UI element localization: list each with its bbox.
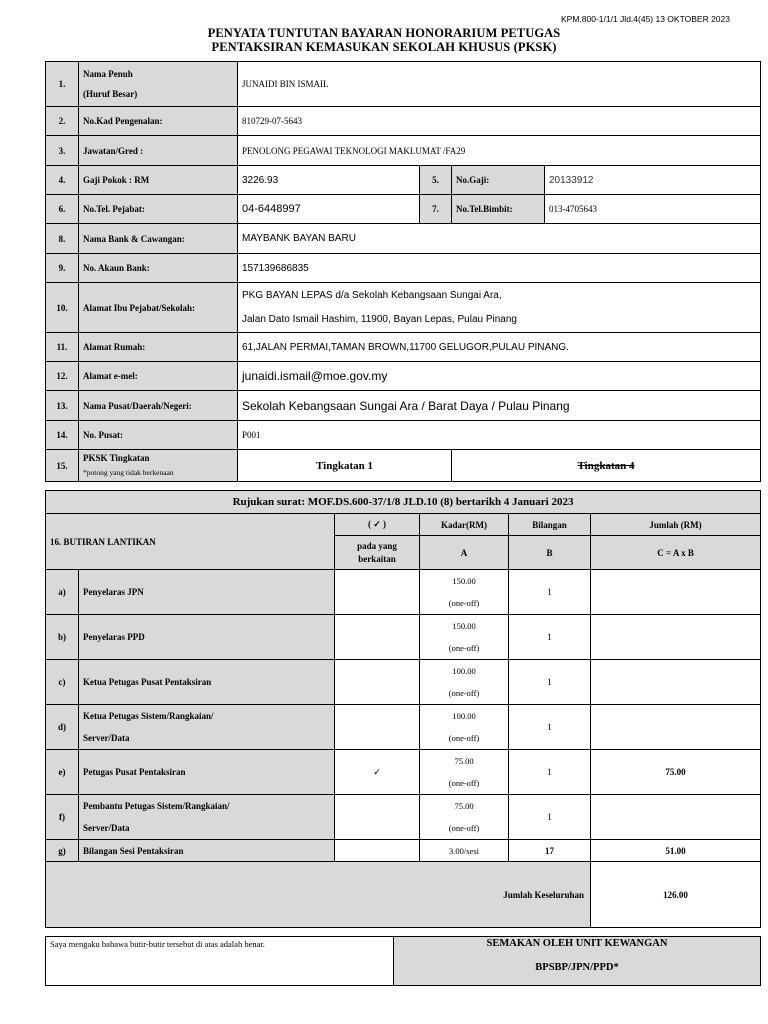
desc-line: Server/Data [83,823,130,833]
claim-total [591,660,761,705]
document-subtitle: PENTAKSIRAN KEMASUKAN SEKOLAH KHUSUS (PKSK) [211,40,557,54]
claim-row [46,570,761,615]
section-title: 16. BUTIRAN LANTIKAN [46,514,335,570]
rate-note: (one-off) [448,643,480,653]
claim-row [46,795,761,840]
appointment-claims-table [45,490,761,928]
claim-rate [420,750,509,795]
claim-letter: f) [46,795,79,840]
verification-title: SEMAKAN OLEH UNIT KEWANGAN [486,938,668,949]
salary-number-value: 20133912 [545,166,761,195]
field-label-office-address: Alamat Ibu Pejabat/Sekolah: [79,283,238,333]
grand-total-label: Jumlah Keseluruhan [46,862,591,928]
field-label-mobile: No.Tel.Bimbit: [452,195,545,224]
col-check-header: ( ✓ ) [335,514,420,536]
desc-line: Server/Data [83,733,130,743]
claim-letter: g) [46,840,79,862]
claim-check-cell[interactable] [335,840,420,862]
row-number: 15. [46,450,79,482]
claim-letter: d) [46,705,79,750]
field-label-form [79,450,238,482]
col-check-subheader: pada yang berkaitan [335,536,420,570]
field-label-name [79,62,238,107]
claim-total [591,615,761,660]
ic-number-value: 810729-07-5643 [238,107,761,136]
declaration-text: Saya mengaku bahawa butir-butir tersebut di atas adalah benar. [46,937,394,986]
strike-note: *potong yang tidak berkenaan [83,467,174,477]
claim-count: 1 [509,795,591,840]
document-title: PENYATA TUNTUTAN BAYARAN HONORARIUM PETUGAS [207,26,561,40]
col-total-header: Jumlah (RM) [591,514,761,536]
field-label-salary-no: No.Gaji: [452,166,545,195]
claim-row [46,840,761,862]
field-label-email: Alamat e-mel: [79,362,238,391]
rate-note: (one-off) [448,778,480,788]
claim-total [591,705,761,750]
bank-value: MAYBANK BAYAN BARU [238,224,761,254]
rate-value: 75.00 [454,756,474,766]
claim-count: 1 [509,705,591,750]
claim-description: Penyelaras PPD [79,615,335,660]
row-number: 2. [46,107,79,136]
address-line: Jalan Dato Ismail Hashim, 11900, Bayan Lepas, Pulau Pinang [242,313,517,325]
row-number: 13. [46,391,79,421]
claim-count: 1 [509,570,591,615]
claim-letter: e) [46,750,79,795]
rate-note: (one-off) [448,733,480,743]
rate-value: 150.00 [452,621,476,631]
claim-check-cell[interactable] [335,615,420,660]
declaration-table [45,936,761,986]
claim-rate [420,795,509,840]
field-label-bank: Nama Bank & Cawangan: [79,224,238,254]
row-number: 6. [46,195,79,224]
claim-total [591,570,761,615]
row-number: 3. [46,136,79,166]
claim-check-cell[interactable] [335,795,420,840]
rate-value: 75.00 [454,801,474,811]
claim-row [46,750,761,795]
claim-rate [420,660,509,705]
row-number: 7. [420,195,452,224]
full-name-value: JUNAIDI BIN ISMAIL [238,62,761,107]
claim-total: 51.00 [591,840,761,862]
claim-count: 1 [509,750,591,795]
field-label-home-address: Alamat Rumah: [79,333,238,362]
field-label-ic: No.Kad Pengenalan: [79,107,238,136]
office-address-value [238,283,761,333]
field-label-center-no: No. Pusat: [79,421,238,450]
field-label-salary: Gaji Pokok : RM [79,166,238,195]
document-reference: KPM.800-1/1/1 Jld.4(45) 13 OKTOBER 2023 [561,14,730,24]
claim-count: 1 [509,660,591,705]
claim-count: 17 [509,840,591,862]
label-line: PKSK Tingkatan [83,452,150,463]
rate-value: 100.00 [452,711,476,721]
claim-rate: 3.00/sesi [420,840,509,862]
row-number: 11. [46,333,79,362]
label-line: (Huruf Besar) [83,89,138,99]
label-line: Nama Penuh [83,69,133,79]
claim-rate [420,705,509,750]
claim-rate [420,615,509,660]
claim-description: Penyelaras JPN [79,570,335,615]
personal-details-table [45,61,761,482]
center-value: Sekolah Kebangsaan Sungai Ara / Barat Daya / Pulau Pinang [238,391,761,421]
verification-unit: BPSBP/JPN/PPD* [535,962,619,973]
claim-letter: b) [46,615,79,660]
claim-description [79,705,335,750]
row-number: 14. [46,421,79,450]
account-value: 157139686835 [238,254,761,283]
rate-note: (one-off) [448,823,480,833]
row-number: 8. [46,224,79,254]
row-number: 12. [46,362,79,391]
claim-check-cell[interactable] [335,660,420,705]
row-number: 1. [46,62,79,107]
salary-value: 3226.93 [238,166,420,195]
address-line: PKG BAYAN LEPAS d/a Sekolah Kebangsaan Sungai Ara, [242,289,502,301]
claim-rate [420,570,509,615]
row-number: 4. [46,166,79,195]
desc-line: Ketua Petugas Sistem/Rangkaian/ [83,711,214,721]
claim-row [46,660,761,705]
rate-note: (one-off) [448,598,480,608]
finance-verification [394,937,761,986]
claim-check-cell[interactable]: ✓ [335,750,420,795]
rate-note: (one-off) [448,688,480,698]
claim-letter: a) [46,570,79,615]
claim-check-cell[interactable] [335,705,420,750]
mobile-value: 013-4705643 [545,195,761,224]
field-label-position: Jawatan/Gred : [79,136,238,166]
col-rate-subheader: A [420,536,509,570]
rate-value: 150.00 [452,576,476,586]
col-rate-header: Kadar(RM) [420,514,509,536]
claim-count: 1 [509,615,591,660]
claim-description: Petugas Pusat Pentaksiran [79,750,335,795]
claim-row [46,705,761,750]
row-number: 10. [46,283,79,333]
claim-total [591,795,761,840]
col-total-subheader: C = A x B [591,536,761,570]
col-count-subheader: B [509,536,591,570]
form-option-1: Tingkatan 1 [238,450,452,482]
claim-description [79,795,335,840]
field-label-office-phone: No.Tel. Pejabat: [79,195,238,224]
grand-total-value: 126.00 [591,862,761,928]
claim-total: 75.00 [591,750,761,795]
field-label-account: No. Akaun Bank: [79,254,238,283]
claim-letter: c) [46,660,79,705]
claim-description: Ketua Petugas Pusat Pentaksiran [79,660,335,705]
row-number: 5. [420,166,452,195]
claim-description: Bilangan Sesi Pentaksiran [79,840,335,862]
claim-check-cell[interactable] [335,570,420,615]
email-value: junaidi.ismail@moe.gov.my [238,362,761,391]
row-number: 9. [46,254,79,283]
desc-line: Pembantu Petugas Sistem/Rangkaian/ [83,801,230,811]
rate-value: 100.00 [452,666,476,676]
col-count-header: Bilangan [509,514,591,536]
position-value: PENOLONG PEGAWAI TEKNOLOGI MAKLUMAT /FA29 [238,136,761,166]
office-phone-value: 04-6448997 [238,195,420,224]
form-option-4: Tingkatan 4 [452,450,761,482]
center-no-value: P001 [238,421,761,450]
field-label-center: Nama Pusat/Daerah/Negeri: [79,391,238,421]
claim-row [46,615,761,660]
home-address-value: 61,JALAN PERMAI,TAMAN BROWN,11700 GELUGOR,PULAU PINANG. [238,333,761,362]
reference-letter: Rujukan surat: MOF.DS.600-37/1/8 JLD.10 (8) bertarikh 4 Januari 2023 [46,491,761,514]
